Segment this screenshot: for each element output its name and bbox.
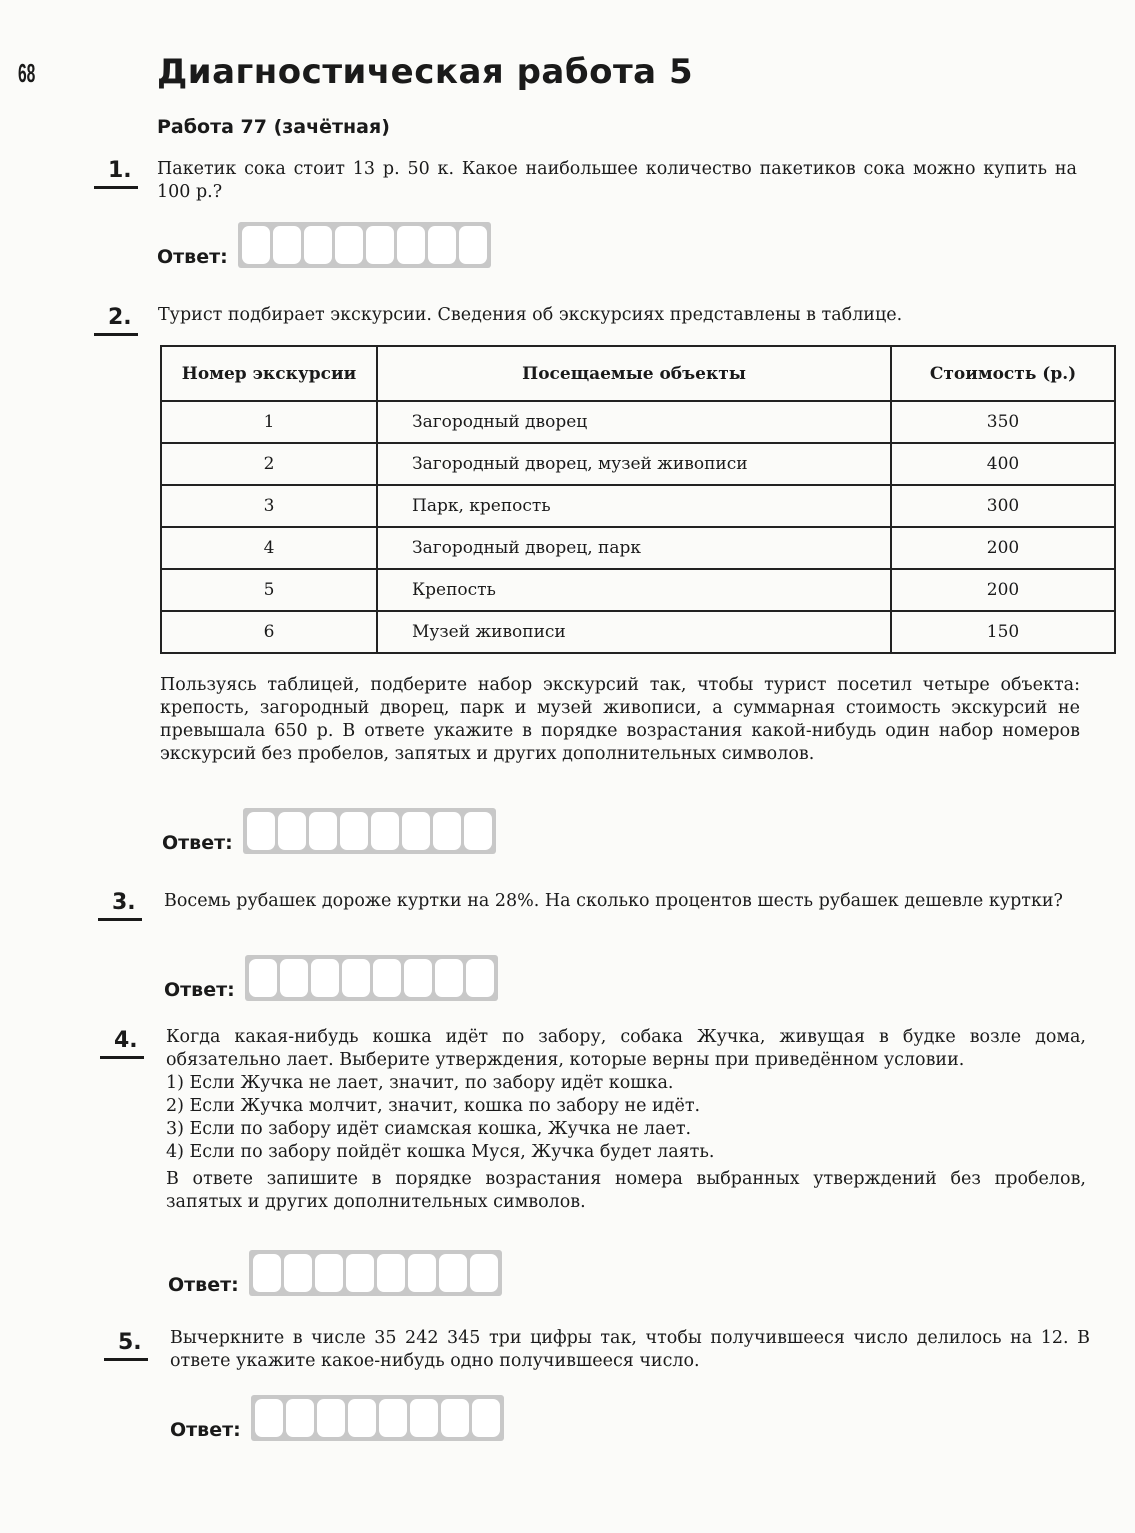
- answer-boxes[interactable]: [243, 808, 496, 854]
- cell: Музей живописи: [377, 611, 891, 653]
- table-row: [161, 401, 1115, 443]
- excursions-table: [160, 345, 1116, 654]
- task-number: 2.: [100, 305, 152, 330]
- cell: Парк, крепость: [377, 485, 891, 527]
- task-number: 5.: [110, 1330, 162, 1355]
- cell: 200: [891, 569, 1115, 611]
- answer-boxes[interactable]: [251, 1395, 504, 1441]
- answer-boxes[interactable]: [245, 955, 498, 1001]
- column-header: Номер экскурсии: [161, 346, 377, 401]
- answer-boxes[interactable]: [238, 222, 491, 268]
- answer-label: Ответ:: [162, 832, 233, 854]
- cell: Загородный дворец, музей живописи: [377, 443, 891, 485]
- task-text-after: Пользуясь таблицей, подберите набор экскурсий так, чтобы турист посетил четыре объекта: крепость, загородный дворец, парк и музей живописи, а суммарная стоимость экскурсий не превышала 650 р. В ответе укажите в порядке возрастания какой-нибудь один набор номеров экскурсий без пробелов, запятых и других дополнительных символов.: [160, 675, 1080, 764]
- task-text: Вычеркните в числе 35 242 345 три цифры так, чтобы получившееся число делилось на 12. В ответе укажите какое-нибудь одно получившееся число.: [170, 1328, 1090, 1371]
- cell: 1: [161, 401, 377, 443]
- answer-field[interactable]: [157, 222, 491, 268]
- cell: 400: [891, 443, 1115, 485]
- answer-field[interactable]: [164, 955, 498, 1001]
- cell: 5: [161, 569, 377, 611]
- page-title: Диагностическая работа 5: [157, 52, 694, 92]
- task-number: 1.: [100, 158, 152, 183]
- page-number: 68: [18, 58, 36, 88]
- column-header: Посещаемые объекты: [377, 346, 891, 401]
- cell: 4: [161, 527, 377, 569]
- cell: 150: [891, 611, 1115, 653]
- option-item: 1) Если Жучка не лает, значит, по забору идёт кошка.: [166, 1073, 674, 1093]
- table-row: [161, 569, 1115, 611]
- answer-field[interactable]: [162, 808, 496, 854]
- option-item: 2) Если Жучка молчит, значит, кошка по забору не идёт.: [166, 1096, 701, 1116]
- answer-label: Ответ:: [164, 979, 235, 1001]
- cell: 200: [891, 527, 1115, 569]
- task-text: Восемь рубашек дороже куртки на 28%. На сколько процентов шесть рубашек дешевле куртки?: [164, 891, 1063, 911]
- cell: 6: [161, 611, 377, 653]
- table-header-row: [161, 346, 1115, 401]
- answer-boxes[interactable]: [249, 1250, 502, 1296]
- task-text-after: В ответе запишите в порядке возрастания номера выбранных утверждений без пробелов, запятых и других дополнительных символов.: [166, 1169, 1086, 1212]
- answer-label: Ответ:: [170, 1419, 241, 1441]
- option-item: 4) Если по забору пойдёт кошка Муся, Жучка будет лаять.: [166, 1142, 715, 1162]
- table-row: [161, 527, 1115, 569]
- answer-field[interactable]: [168, 1250, 502, 1296]
- option-item: 3) Если по забору идёт сиамская кошка, Жучка не лает.: [166, 1119, 692, 1139]
- table-row: [161, 485, 1115, 527]
- answer-label: Ответ:: [157, 246, 228, 268]
- cell: Крепость: [377, 569, 891, 611]
- table-row: [161, 443, 1115, 485]
- task-text: Когда какая-нибудь кошка идёт по забору, собака Жучка, живущая в будке возле дома, обязательно лает. Выберите утверждения, которые верны при приведённом условии.: [166, 1027, 1086, 1070]
- task-text: Турист подбирает экскурсии. Сведения об экскурсиях представлены в таблице.: [158, 305, 903, 325]
- task-block: [166, 1026, 1086, 1214]
- answer-field[interactable]: [170, 1395, 504, 1441]
- page-subtitle: Работа 77 (зачётная): [157, 116, 390, 138]
- cell: 300: [891, 485, 1115, 527]
- cell: Загородный дворец: [377, 401, 891, 443]
- cell: 3: [161, 485, 377, 527]
- task-number: 4.: [106, 1028, 158, 1053]
- task-text: Пакетик сока стоит 13 р. 50 к. Какое наибольшее количество пакетиков сока можно купить на 100 р.?: [157, 159, 1077, 202]
- cell: 2: [161, 443, 377, 485]
- answer-label: Ответ:: [168, 1274, 239, 1296]
- column-header: Стоимость (р.): [891, 346, 1115, 401]
- cell: Загородный дворец, парк: [377, 527, 891, 569]
- task-number: 3.: [104, 890, 156, 915]
- table-row: [161, 611, 1115, 653]
- cell: 350: [891, 401, 1115, 443]
